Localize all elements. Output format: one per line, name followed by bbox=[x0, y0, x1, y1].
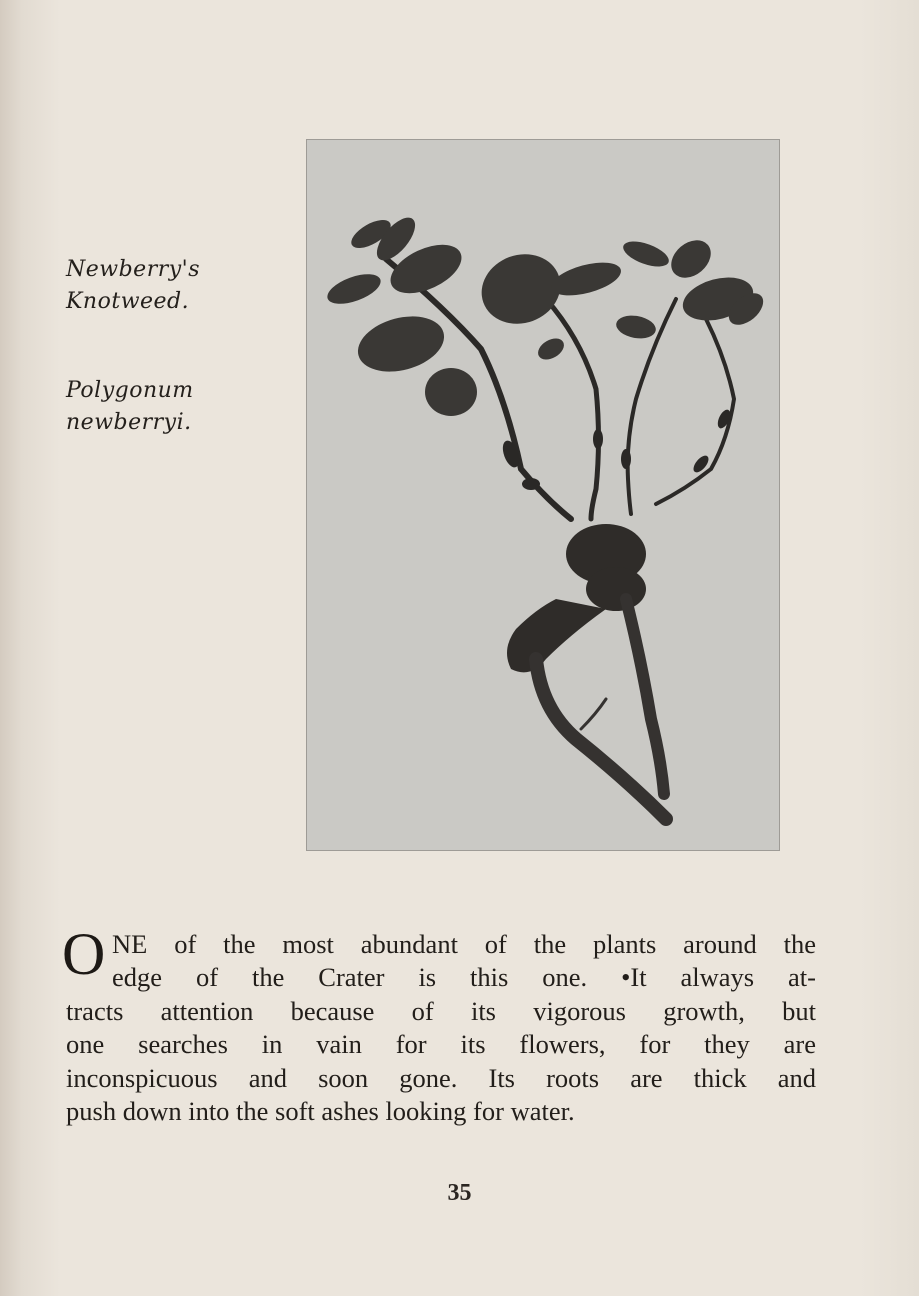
drop-cap: O bbox=[62, 921, 106, 987]
latin-name-caption bbox=[66, 375, 194, 439]
pressed-plant-icon bbox=[306, 139, 780, 851]
latin-name-line-2: newberryi. bbox=[66, 410, 192, 435]
paragraph-line: one searches in vain for its flowers, for they are bbox=[66, 1029, 816, 1060]
paragraph-line: NE of the most abundant of the plants around the bbox=[112, 929, 816, 959]
plant-photo-plate bbox=[306, 139, 780, 851]
paragraph-line: tracts attention because of its vigorous growth, but bbox=[66, 995, 816, 1026]
latin-name-line-1: Polygonum bbox=[66, 378, 194, 403]
description-paragraph bbox=[62, 921, 816, 1128]
common-name-caption bbox=[66, 254, 200, 318]
paragraph-line: push down into the soft ashes looking for water. bbox=[66, 1096, 575, 1127]
page-number: 35 bbox=[447, 1180, 472, 1206]
common-name-line-2: Knotweed. bbox=[66, 289, 190, 314]
paragraph-line: edge of the Crater is this one. •It always at- bbox=[112, 962, 816, 993]
common-name-line-1: Newberry's bbox=[66, 257, 201, 282]
paragraph-line: inconspicuous and soon gone. Its roots are thick and bbox=[66, 1062, 816, 1093]
